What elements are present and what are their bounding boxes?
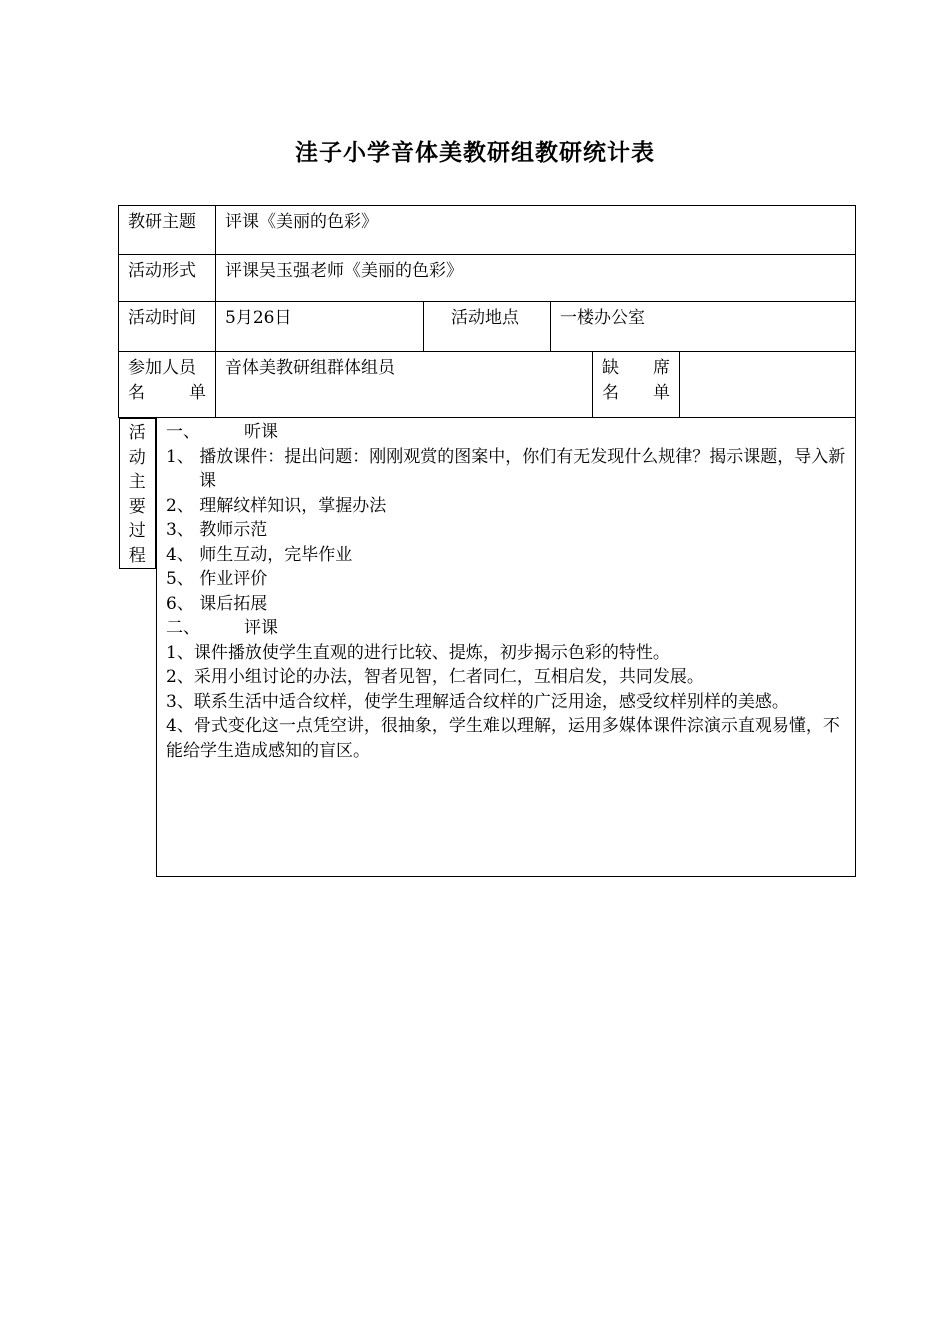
process-label <box>119 418 157 569</box>
absent-label-dan: 单 <box>653 382 670 403</box>
form-label: 活动形式 <box>119 255 216 302</box>
process-label-char: 活 <box>128 423 146 443</box>
section-review-heading <box>166 616 847 641</box>
absent-label-xi: 席 <box>653 358 670 378</box>
absent-value <box>680 352 856 418</box>
absent-label <box>593 352 680 418</box>
review-item: 2、采用小组讨论的办法，智者见智，仁者同仁，互相启发，共同发展。 <box>166 667 704 687</box>
time-value: 5月26日 <box>216 302 424 352</box>
row-process <box>119 418 856 877</box>
listen-item: 4、 师生互动，完毕作业 <box>166 544 353 565</box>
process-label-char: 程 <box>128 545 146 566</box>
page-title: 洼子小学音体美教研组教研统计表 <box>295 140 655 166</box>
review-item: 1、课件播放使学生直观的进行比较、提炼，初步揭示色彩的特性。 <box>166 642 670 663</box>
time-label: 活动时间 <box>119 302 216 352</box>
process-label-char: 主 <box>128 472 146 492</box>
listen-item: 6、 课后拓展 <box>166 593 268 614</box>
place-label: 活动地点 <box>424 302 551 352</box>
process-label-char: 要 <box>128 496 146 517</box>
listen-item: 1、 播放课件：提出问题：刚刚观赏的图案中，你们有无发现什么规律？揭示课题，导入新课 <box>166 446 846 491</box>
row-participants <box>119 352 856 418</box>
section-listen-title: 听课 <box>244 422 278 442</box>
listen-item: 5、 作业评价 <box>166 569 268 589</box>
form-value: 评课吴玉强老师《美丽的色彩》 <box>216 255 856 302</box>
participants-label-ming: 名 <box>128 382 145 403</box>
review-item: 4、骨式变化这一点凭空讲，很抽象，学生难以理解，运用多媒体课件淙演示直观易懂，不能给学生造成感知的盲区。 <box>166 716 840 761</box>
row-time-place <box>119 302 856 352</box>
place-value: 一楼办公室 <box>551 302 856 352</box>
participants-label-line1: 参加人员 <box>128 358 196 378</box>
section-listen-number: 一、 <box>166 422 200 442</box>
participants-label <box>119 352 216 418</box>
absent-label-que: 缺 <box>602 358 619 378</box>
section-review-title: 评课 <box>244 618 278 638</box>
absent-label-line1 <box>602 356 670 381</box>
row-form <box>119 255 856 302</box>
review-item: 3、联系生活中适合纹样，使学生理解适合纹样的广泛用途，感受纹样别样的美感。 <box>166 691 789 712</box>
topic-label: 教研主题 <box>119 206 216 255</box>
research-stats-table <box>118 205 856 877</box>
participants-label-dan: 单 <box>189 382 206 403</box>
process-content <box>157 418 856 877</box>
section-review-number: 二、 <box>166 618 200 638</box>
listen-item: 2、 理解纹样知识，掌握办法 <box>166 495 387 516</box>
topic-value: 评课《美丽的色彩》 <box>216 206 856 255</box>
process-label-char: 动 <box>128 447 146 468</box>
absent-label-line2 <box>602 381 670 406</box>
process-label-char: 过 <box>128 521 146 541</box>
absent-label-ming: 名 <box>602 382 619 403</box>
section-listen-heading <box>166 420 847 445</box>
row-topic <box>119 206 856 255</box>
participants-label-line2 <box>128 381 206 406</box>
listen-item: 3、 教师示范 <box>166 520 268 540</box>
participants-value: 音体美教研组群体组员 <box>216 352 593 418</box>
